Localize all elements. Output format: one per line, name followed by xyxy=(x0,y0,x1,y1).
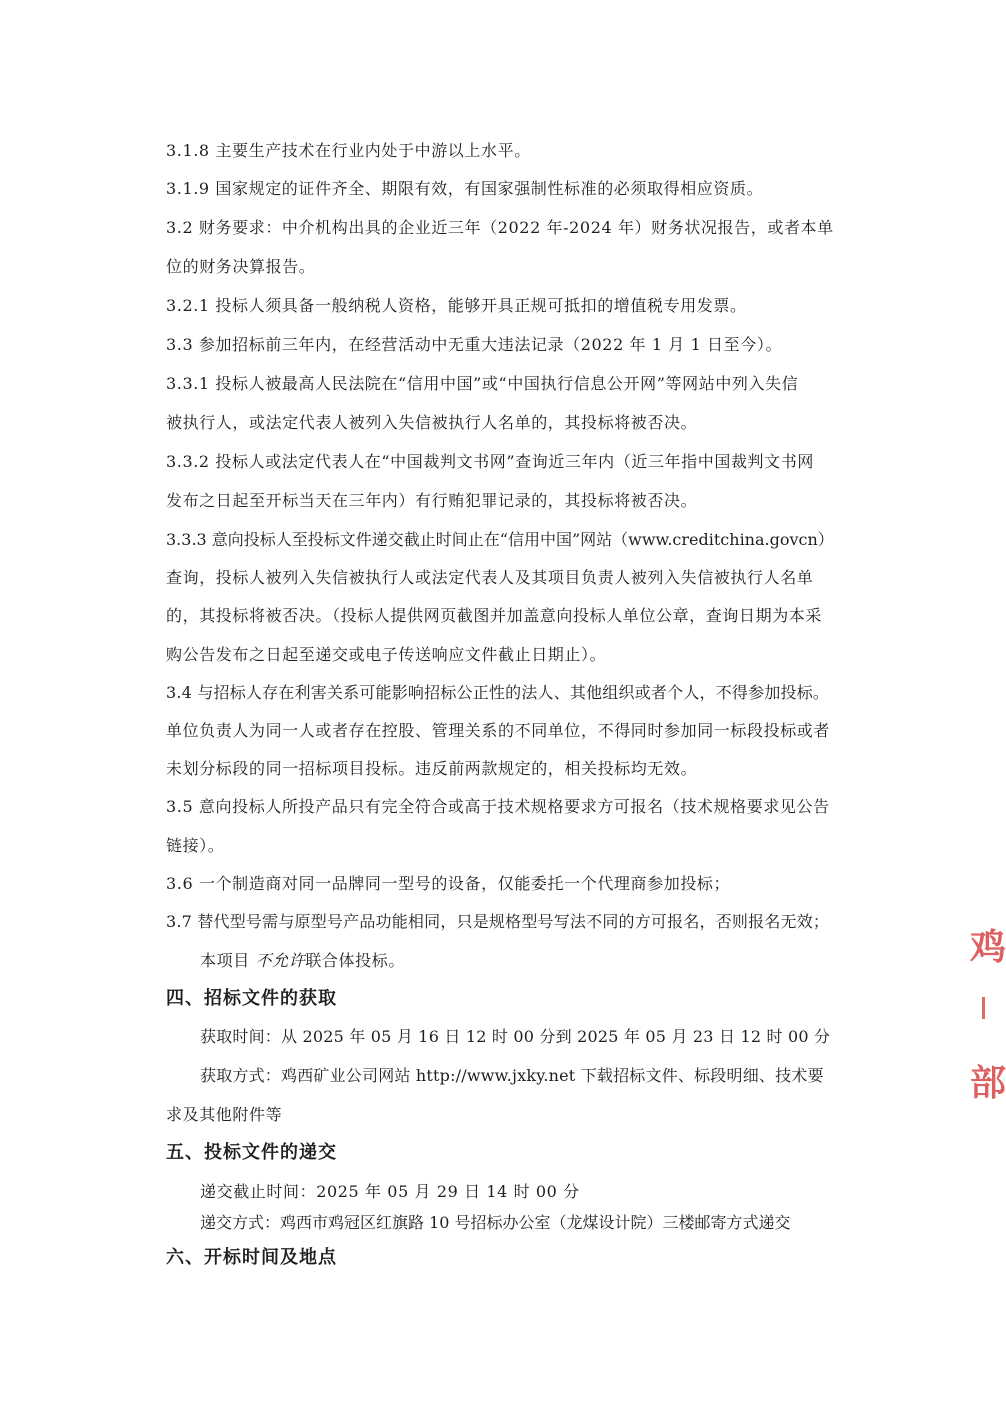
stamp-stroke xyxy=(982,997,985,1019)
clause-3-5-cont: 链接）。 xyxy=(166,836,225,855)
stamp-mark-top: 鸡 xyxy=(970,926,1006,968)
clause-3-2-1: 3.2.1 投标人须具备一般纳税人资格，能够开具正规可抵扣的增值税专用发票。 xyxy=(166,296,747,315)
section-4-method: 获取方式：鸡西矿业公司网站 http://www.jxky.net 下载招标文件、标段明细、技术要 xyxy=(200,1066,824,1085)
stamp-mark-bottom: 部 xyxy=(970,1062,1006,1104)
clause-3-7: 3.7 替代型号需与原型号产品功能相同，只是规格型号写法不同的方可报名，否则报名无效； xyxy=(166,912,830,931)
clause-3-6: 3.6 一个制造商对同一品牌同一型号的设备，仅能委托一个代理商参加投标； xyxy=(166,874,731,893)
clause-3-3-2-cont: 发布之日起至开标当天在三年内）有行贿犯罪记录的，其投标将被否决。 xyxy=(166,491,698,510)
clause-3-1-8: 3.1.8 主要生产技术在行业内处于中游以上水平。 xyxy=(166,141,531,160)
clause-3-4: 3.4 与招标人存在利害关系可能影响招标公正性的法人、其他组织或者个人，不得参加投标。 xyxy=(166,683,830,702)
section-4-heading: 四、招标文件的获取 xyxy=(166,988,337,1009)
joint-bid-note xyxy=(200,950,890,972)
section-6-heading: 六、开标时间及地点 xyxy=(166,1247,337,1268)
section-5-deadline: 递交截止时间：2025 年 05 月 29 日 14 时 00 分 xyxy=(200,1182,580,1201)
section-4-time: 获取时间：从 2025 年 05 月 16 日 12 时 00 分到 2025 年 05 月 23 日 12 时 00 分 xyxy=(200,1027,831,1046)
joint-bid-prefix: 本项目 xyxy=(200,951,250,970)
clause-3-3-2: 3.3.2 投标人或法定代表人在“中国裁判文书网”查询近三年内（近三年指中国裁判文书网 xyxy=(166,452,814,471)
section-5-heading: 五、投标文件的递交 xyxy=(166,1142,337,1163)
clause-3-3-3-cont1: 查询，投标人被列入失信被执行人或法定代表人及其项目负责人被列入失信被执行人名单 xyxy=(166,568,814,587)
clause-3-4-cont2: 未划分标段的同一招标项目投标。违反前两款规定的，相关投标均无效。 xyxy=(166,759,698,778)
clause-3-3-1-cont: 被执行人，或法定代表人被列入失信被执行人名单的，其投标将被否决。 xyxy=(166,413,698,432)
clause-3-3-3: 3.3.3 意向投标人至投标文件递交截止时间止在“信用中国”网站（www.creditchina.govcn） xyxy=(166,530,834,549)
clause-3-1-9: 3.1.9 国家规定的证件齐全、期限有效，有国家强制性标准的必须取得相应资质。 xyxy=(166,179,764,198)
section-4-method-cont: 求及其他附件等 xyxy=(166,1105,283,1124)
joint-bid-emph: 不允许 xyxy=(255,951,306,970)
clause-3-3-3-cont2: 的，其投标将被否决。（投标人提供网页截图并加盖意向投标人单位公章，查询日期为本采 xyxy=(166,606,823,625)
clause-3-2: 3.2 财务要求：中介机构出具的企业近三年（2022 年-2024 年）财务状况报告，或者本单 xyxy=(166,218,834,237)
joint-bid-suffix: 联合体投标。 xyxy=(305,951,405,970)
clause-3-5: 3.5 意向投标人所投产品只有完全符合或高于技术规格要求方可报名（技术规格要求见公告 xyxy=(166,797,830,816)
clause-3-4-cont1: 单位负责人为同一人或者存在控股、管理关系的不同单位，不得同时参加同一标段投标或者 xyxy=(166,721,831,740)
red-seal-stamp xyxy=(966,905,1006,1135)
clause-3-3-3-cont3: 购公告发布之日起至递交或电子传送响应文件截止日期止）。 xyxy=(166,645,607,664)
clause-3-3-1: 3.3.1 投标人被最高人民法院在“信用中国”或“中国执行信息公开网”等网站中列入失信 xyxy=(166,374,799,393)
clause-3-3: 3.3 参加招标前三年内，在经营活动中无重大违法记录（2022 年 1 月 1 日至今）。 xyxy=(166,335,783,354)
section-5-method: 递交方式：鸡西市鸡冠区红旗路 10 号招标办公室（龙煤设计院）三楼邮寄方式递交 xyxy=(200,1213,791,1232)
clause-3-2-cont: 位的财务决算报告。 xyxy=(166,257,316,276)
